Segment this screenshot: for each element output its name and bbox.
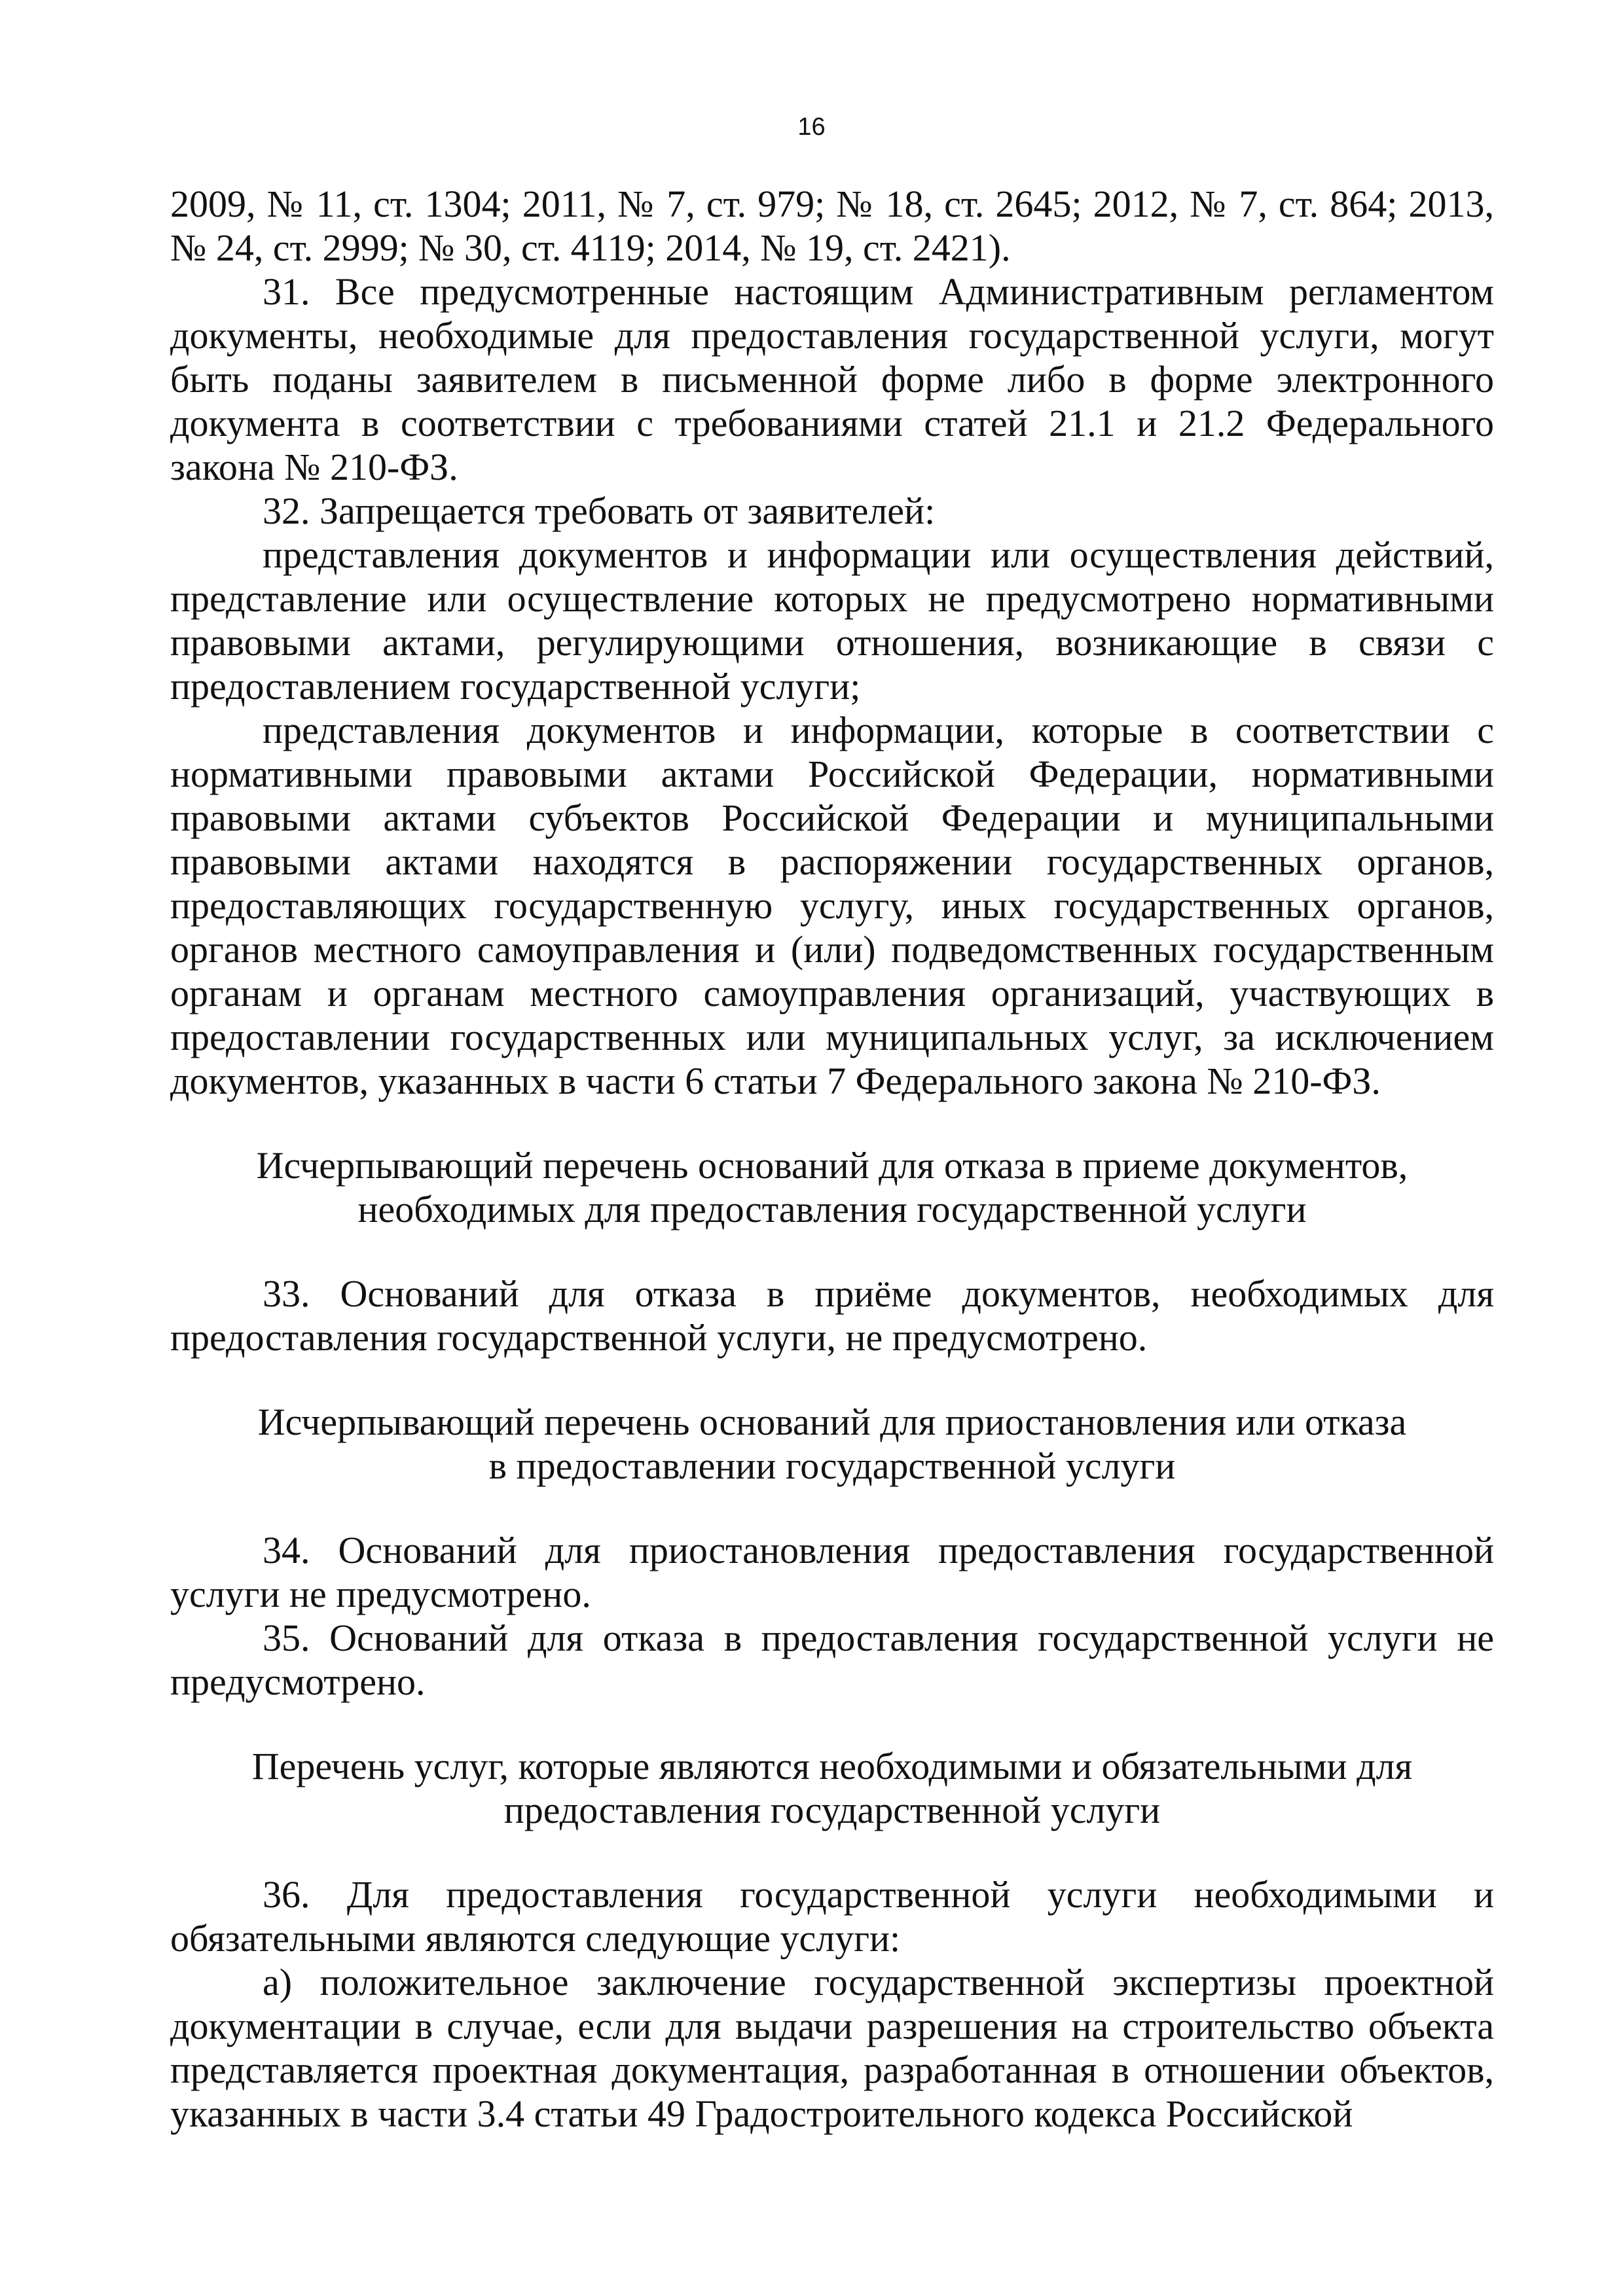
paragraph-32-item-2: представления документов и информации, которые в соответствии с нормативными правовыми актами Российской Федерации, нормативными правовыми актами субъектов Российской Федерации и муниципальными правовыми актами находятся в распоряжении государственных органов, предоставляющих государственную услугу, иных государственных органов, органов местного самоуправления и (или) подведомственных государственным органам и органам местного самоуправления организаций, участвующих в предоставлении государственных или муниципальных услуг, за исключением документов, указанных в части 6 статьи 7 Федерального закона № 210-ФЗ. — [170, 709, 1494, 1102]
heading-line: Исчерпывающий перечень оснований для приостановления или отказа — [257, 1401, 1407, 1443]
heading-line: необходимых для предоставления государственной услуги — [357, 1188, 1307, 1230]
section-heading-required-services — [170, 1744, 1494, 1832]
paragraph-32-item-1: представления документов и информации или осуществления действий, представление или осуществление которых не предусмотрено нормативными правовыми актами, регулирующими отношения, возникающие в связи с предоставлением государственной услуги; — [170, 533, 1494, 708]
page-number: 16 — [797, 113, 826, 141]
paragraph-36: 36. Для предоставления государственной услуги необходимыми и обязательными являются следующие услуги: — [170, 1873, 1494, 1960]
paragraph-36-item-a: а) положительное заключение государственной экспертизы проектной документации в случае, если для выдачи разрешения на строительство объекта представляется проектная документация, разработанная в отношении объектов, указанных в части 3.4 статьи 49 Градостроительного кодекса Российской — [170, 1961, 1494, 2135]
document-body — [170, 182, 1494, 2136]
paragraph-35: 35. Оснований для отказа в предоставления государственной услуги не предусмотрено. — [170, 1617, 1494, 1703]
heading-line: Перечень услуг, которые являются необходимыми и обязательными для — [251, 1745, 1413, 1787]
paragraph-31: 31. Все предусмотренные настоящим Административным регламентом документы, необходимые для предоставления государственной услуги, могут быть поданы заявителем в письменной форме либо в форме электронного документа в соответствии с требованиями статей 21.1 и 21.2 Федерального закона № 210-ФЗ. — [170, 270, 1494, 488]
section-heading-suspension-refusal — [170, 1400, 1494, 1488]
heading-line: в предоставлении государственной услуги — [488, 1444, 1176, 1487]
heading-line: предоставления государственной услуги — [503, 1789, 1161, 1831]
paragraph-34: 34. Оснований для приостановления предоставления государственной услуги не предусмотрено. — [170, 1529, 1494, 1615]
paragraph-33: 33. Оснований для отказа в приёме документов, необходимых для предоставления государственной услуги, не предусмотрено. — [170, 1272, 1494, 1359]
paragraph-citation-continuation: 2009, № 11, ст. 1304; 2011, № 7, ст. 979; № 18, ст. 2645; 2012, № 7, ст. 864; 2013, № 24, ст. 2999; № 30, ст. 4119; 2014, № 19, ст. 2421). — [170, 183, 1494, 269]
heading-line: Исчерпывающий перечень оснований для отказа в приеме документов, — [256, 1144, 1408, 1187]
paragraph-32: 32. Запрещается требовать от заявителей: — [263, 490, 936, 532]
section-heading-refusal-acceptance — [170, 1143, 1494, 1231]
